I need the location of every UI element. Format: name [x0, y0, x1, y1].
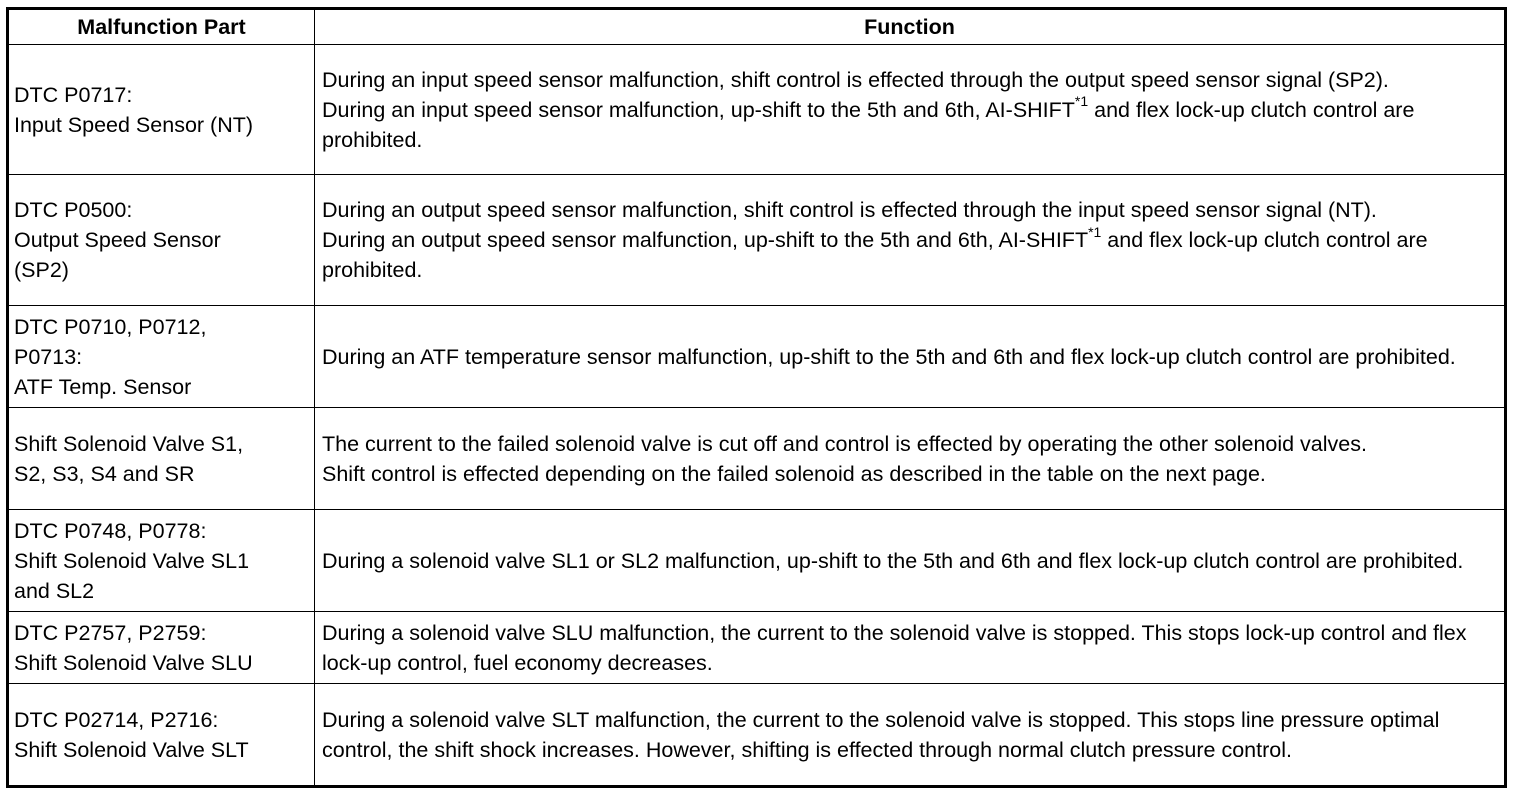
header-malfunction-part: Malfunction Part	[8, 9, 315, 45]
part-line: Shift Solenoid Valve S1,	[14, 431, 244, 456]
function-text: During an ATF temperature sensor malfunction, up-shift to the 5th and 6th and flex lock-up clutch control are prohibited.	[322, 344, 1456, 369]
function-cell	[315, 684, 1506, 787]
function-text: During an input speed sensor malfunction, up-shift to the 5th and 6th, AI-SHIFT$^{*1}$ and flex lock-up clutch control are prohibited.	[322, 93, 1415, 152]
table-row	[8, 684, 1506, 787]
table-row	[8, 306, 1506, 408]
function-text: During a solenoid valve SL1 or SL2 malfunction, up-shift to the 5th and 6th and flex lock-up clutch control are prohibited.	[322, 548, 1464, 573]
function-cell	[315, 306, 1506, 408]
function-cell	[315, 510, 1506, 612]
function-text: During a solenoid valve SLU malfunction, the current to the solenoid valve is stopped. This stops lock-up control and flex lock-up control, fuel economy decreases.	[322, 620, 1467, 675]
malfunction-part-cell	[8, 306, 315, 408]
footnote-marker: *1	[1074, 93, 1089, 110]
function-text: During a solenoid valve SLT malfunction, the current to the solenoid valve is stopped. This stops line pressure optimal control, the shift shock increases. However, shifting is effected through normal clutch pressure control.	[322, 707, 1440, 762]
malfunction-part-cell	[8, 45, 315, 175]
function-text: During an input speed sensor malfunction, shift control is effected through the output speed sensor signal (SP2).	[322, 67, 1389, 92]
part-line: DTC P0748, P0778:	[14, 518, 207, 543]
footnote-marker: *1	[1088, 223, 1102, 240]
table-row	[8, 45, 1506, 175]
part-line: Shift Solenoid Valve SLT	[14, 737, 249, 762]
table-row	[8, 510, 1506, 612]
malfunction-function-table	[6, 7, 1507, 788]
part-line: DTC P02714, P2716:	[14, 707, 219, 732]
table-header-row	[8, 9, 1506, 45]
function-text: Shift control is effected depending on the failed solenoid as described in the table on the next page.	[322, 461, 1266, 486]
part-line: and SL2	[14, 578, 95, 603]
table-row	[8, 612, 1506, 684]
part-line: P0713:	[14, 344, 83, 369]
malfunction-part-cell	[8, 684, 315, 787]
header-function: Function	[315, 9, 1506, 45]
function-text: The current to the failed solenoid valve is cut off and control is effected by operating the other solenoid valves.	[322, 431, 1367, 456]
part-line: DTC P0500:	[14, 198, 133, 222]
malfunction-part-cell	[8, 510, 315, 612]
part-line: DTC P0710, P0712,	[14, 314, 207, 339]
function-cell	[315, 612, 1506, 684]
function-cell	[315, 408, 1506, 510]
malfunction-part-cell	[8, 175, 315, 306]
part-line: Shift Solenoid Valve SL1	[14, 548, 250, 573]
part-line: Shift Solenoid Valve SLU	[14, 650, 253, 675]
part-line: DTC P0717:	[14, 82, 133, 107]
function-text: During an output speed sensor malfunction, shift control is effected through the input speed sensor signal (NT).	[322, 198, 1377, 222]
malfunction-part-cell	[8, 612, 315, 684]
table-row	[8, 408, 1506, 510]
part-line: S2, S3, S4 and SR	[14, 461, 195, 486]
part-line: ATF Temp. Sensor	[14, 374, 192, 399]
function-text: During an output speed sensor malfunction, up-shift to the 5th and 6th, AI-SHIFT$^{*1}$ and flex lock-up clutch control are prohibited.	[322, 223, 1428, 282]
part-line: Input Speed Sensor (NT)	[14, 112, 254, 137]
part-line: (SP2)	[14, 258, 69, 282]
part-line: DTC P2757, P2759:	[14, 620, 207, 645]
part-line: Output Speed Sensor	[14, 228, 221, 252]
function-cell	[315, 175, 1506, 306]
table-row	[8, 175, 1506, 306]
function-cell	[315, 45, 1506, 175]
malfunction-part-cell	[8, 408, 315, 510]
